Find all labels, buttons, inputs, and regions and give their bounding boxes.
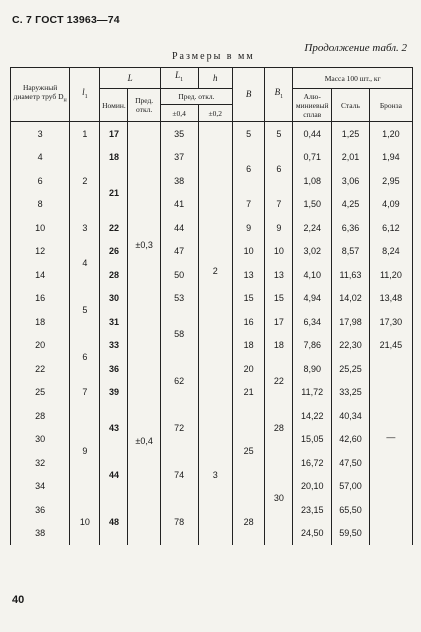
L1-cell: 44 (160, 216, 198, 240)
L-nominal-cell: 26 (100, 240, 128, 264)
L-nominal-cell: 43 (100, 404, 128, 451)
mass-steel-cell: 65,50 (332, 498, 370, 522)
B1-cell: 22 (265, 357, 293, 404)
l1-cell: 6 (70, 334, 100, 381)
mass-steel-cell: 2,01 (332, 146, 370, 170)
diameter-cell: 34 (11, 475, 70, 499)
mass-bronze-cell: 1,20 (369, 122, 412, 146)
mass-steel-cell: 47,50 (332, 451, 370, 475)
mass-al-cell: 24,50 (293, 522, 332, 546)
mass-al-cell: 16,72 (293, 451, 332, 475)
B1-cell: 28 (265, 404, 293, 451)
col-L-tolerance: Пред. откл. (128, 89, 160, 122)
B1-cell: 18 (265, 334, 293, 358)
B-cell: 10 (232, 240, 264, 264)
table-row (11, 381, 413, 405)
L-nominal-cell: 28 (100, 263, 128, 287)
mass-al-cell: 4,94 (293, 287, 332, 311)
col-l1: $l_1$ (70, 68, 100, 122)
L1-cell: 47 (160, 240, 198, 264)
h-cell: 2 (198, 122, 232, 381)
mass-al-cell: 11,72 (293, 381, 332, 405)
L1-cell: 78 (160, 498, 198, 545)
col-mass-bronze: Бронза (369, 89, 412, 122)
diameter-cell: 12 (11, 240, 70, 264)
col-L-nominal: Номин. (100, 89, 128, 122)
col-mass: Масса 100 шт., кг (293, 68, 413, 89)
h-cell: 3 (198, 381, 232, 546)
table-continuation-label: Продолжение табл. 2 (304, 42, 407, 54)
L1-cell: 38 (160, 169, 198, 193)
table-row (11, 122, 413, 146)
col-B: B (232, 68, 264, 122)
mass-al-cell: 4,10 (293, 263, 332, 287)
col-h: h (198, 68, 232, 89)
B-cell: 9 (232, 216, 264, 240)
B-cell: 20 (232, 357, 264, 381)
L1-cell: 41 (160, 193, 198, 217)
L1-cell: 62 (160, 357, 198, 404)
mass-al-cell: 6,34 (293, 310, 332, 334)
mass-al-cell: 20,10 (293, 475, 332, 499)
mass-steel-cell: 8,57 (332, 240, 370, 264)
mass-al-cell: 14,22 (293, 404, 332, 428)
B-cell: 13 (232, 263, 264, 287)
mass-al-cell: 2,24 (293, 216, 332, 240)
mass-steel-cell: 1,25 (332, 122, 370, 146)
mass-al-cell: 3,02 (293, 240, 332, 264)
mass-bronze-cell: 21,45 (369, 334, 412, 358)
B-cell: 21 (232, 381, 264, 405)
mass-al-cell: 0,71 (293, 146, 332, 170)
document-header: С. 7 ГОСТ 13963—74 (12, 14, 120, 26)
L1-cell: 72 (160, 404, 198, 451)
B1-cell: 7 (265, 193, 293, 217)
mass-al-cell: 23,15 (293, 498, 332, 522)
L-nominal-cell: 31 (100, 310, 128, 334)
h-tolerance-value: ±0,2 (198, 105, 232, 122)
mass-bronze-cell (369, 357, 412, 545)
col-B1: $B_1$ (265, 68, 293, 122)
B-cell: 16 (232, 310, 264, 334)
diameter-cell: 30 (11, 428, 70, 452)
B-cell: 15 (232, 287, 264, 311)
mass-bronze-cell: 2,95 (369, 169, 412, 193)
col-L1-h-tolerance: Пред. откл. (160, 89, 232, 105)
B-cell: 6 (232, 146, 264, 193)
diameter-cell: 38 (11, 522, 70, 546)
mass-steel-cell: 6,36 (332, 216, 370, 240)
mass-steel-cell: 59,50 (332, 522, 370, 546)
l1-cell: 1 (70, 122, 100, 146)
B-cell: 28 (232, 498, 264, 545)
B-cell: 7 (232, 193, 264, 217)
diameter-cell: 28 (11, 404, 70, 428)
L1-tolerance-value: ±0,4 (160, 105, 198, 122)
diameter-cell: 16 (11, 287, 70, 311)
diameter-cell: 6 (11, 169, 70, 193)
L-tolerance-cell: ±0,3 (128, 122, 160, 358)
L1-cell: 37 (160, 146, 198, 170)
L-nominal-cell: 44 (100, 451, 128, 498)
diameter-cell: 20 (11, 334, 70, 358)
L-nominal-cell: 36 (100, 357, 128, 381)
col-mass-steel: Сталь (332, 89, 370, 122)
L-nominal-cell: 17 (100, 122, 128, 146)
B-cell: 25 (232, 404, 264, 498)
mass-bronze-cell: 4,09 (369, 193, 412, 217)
L1-cell: 53 (160, 287, 198, 311)
mass-steel-cell: 57,00 (332, 475, 370, 499)
diameter-cell: 32 (11, 451, 70, 475)
mass-steel-cell: 11,63 (332, 263, 370, 287)
L-nominal-cell: 30 (100, 287, 128, 311)
bronze-dash: — (386, 432, 396, 442)
mass-steel-cell: 42,60 (332, 428, 370, 452)
dimensions-table (10, 67, 413, 545)
mass-bronze-cell: 8,24 (369, 240, 412, 264)
L-nominal-cell: 22 (100, 216, 128, 240)
mass-bronze-cell: 6,12 (369, 216, 412, 240)
mass-bronze-cell: 11,20 (369, 263, 412, 287)
mass-bronze-cell: 17,30 (369, 310, 412, 334)
mass-steel-cell: 22,30 (332, 334, 370, 358)
L1-cell: 50 (160, 263, 198, 287)
L1-cell: 74 (160, 451, 198, 498)
col-mass-aluminium: Алю-миниевый сплав (293, 89, 332, 122)
B1-cell: 10 (265, 240, 293, 264)
l1-cell: 9 (70, 404, 100, 498)
L1-cell: 58 (160, 310, 198, 357)
col-L: L (100, 68, 160, 89)
page-number: 40 (12, 594, 25, 606)
mass-bronze-cell: 1,94 (369, 146, 412, 170)
mass-al-cell: 15,05 (293, 428, 332, 452)
col-L1: $L_1$ (160, 68, 198, 89)
B1-cell: 9 (265, 216, 293, 240)
units-caption: Размеры в мм (172, 51, 255, 62)
diameter-cell: 14 (11, 263, 70, 287)
mass-steel-cell: 17,98 (332, 310, 370, 334)
diameter-cell: 4 (11, 146, 70, 170)
L1-cell: 35 (160, 122, 198, 146)
mass-al-cell: 7,86 (293, 334, 332, 358)
l1-cell: 4 (70, 240, 100, 287)
B1-cell: 15 (265, 287, 293, 311)
l1-cell: 10 (70, 498, 100, 545)
B1-cell: 30 (265, 451, 293, 545)
L-tolerance-cell: ±0,4 (128, 357, 160, 545)
mass-steel-cell: 14,02 (332, 287, 370, 311)
mass-bronze-cell: 13,48 (369, 287, 412, 311)
mass-steel-cell: 25,25 (332, 357, 370, 381)
L-nominal-cell: 48 (100, 498, 128, 545)
mass-al-cell: 0,44 (293, 122, 332, 146)
l1-cell: 5 (70, 287, 100, 334)
B1-cell: 17 (265, 310, 293, 334)
mass-al-cell: 8,90 (293, 357, 332, 381)
diameter-cell: 22 (11, 357, 70, 381)
L-nominal-cell: 39 (100, 381, 128, 405)
l1-cell: 3 (70, 216, 100, 240)
L-nominal-cell: 21 (100, 169, 128, 216)
B1-cell: 13 (265, 263, 293, 287)
B-cell: 5 (232, 122, 264, 146)
col-pipe-diameter: Наружный диаметр труб $D_н$ (11, 68, 70, 122)
B-cell: 18 (232, 334, 264, 358)
diameter-cell: 36 (11, 498, 70, 522)
L-nominal-cell: 18 (100, 146, 128, 170)
mass-al-cell: 1,08 (293, 169, 332, 193)
mass-steel-cell: 33,25 (332, 381, 370, 405)
mass-al-cell: 1,50 (293, 193, 332, 217)
mass-steel-cell: 40,34 (332, 404, 370, 428)
diameter-cell: 3 (11, 122, 70, 146)
L-nominal-cell: 33 (100, 334, 128, 358)
mass-steel-cell: 4,25 (332, 193, 370, 217)
diameter-cell: 8 (11, 193, 70, 217)
B1-cell: 6 (265, 146, 293, 193)
mass-steel-cell: 3,06 (332, 169, 370, 193)
l1-cell: 7 (70, 381, 100, 405)
l1-cell: 2 (70, 146, 100, 217)
diameter-cell: 25 (11, 381, 70, 405)
diameter-cell: 18 (11, 310, 70, 334)
diameter-cell: 10 (11, 216, 70, 240)
B1-cell: 5 (265, 122, 293, 146)
